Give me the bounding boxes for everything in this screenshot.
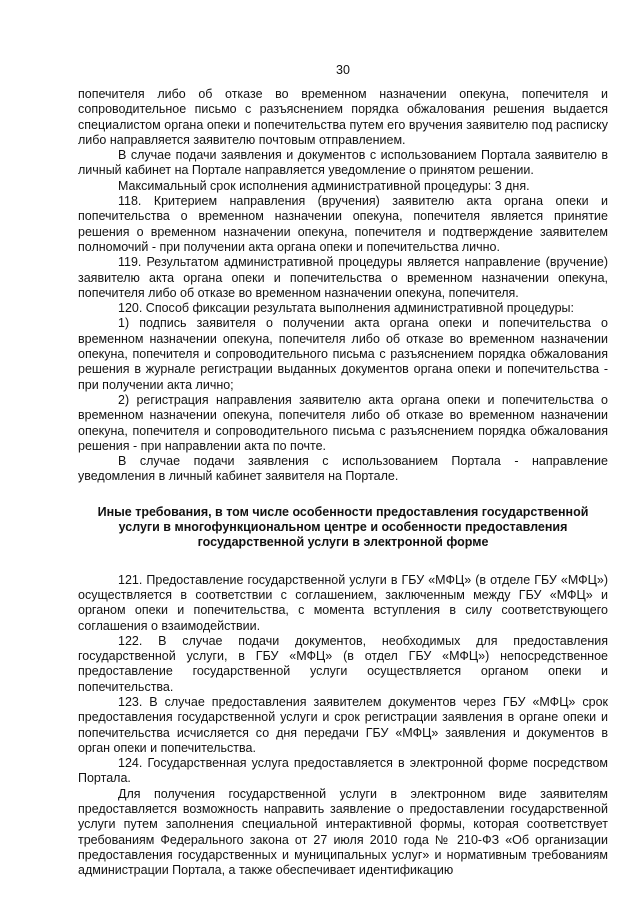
paragraph-118: 118. Критерием направления (вручения) заявителю акта органа опеки и попечительства о временном назначении опекуна, попечителя является принятие решения о временном назначении опекуна, попечителя и подтверждение заявителем полномочий - при получении акта органа опеки и попечительства лично. xyxy=(78,194,608,254)
paragraph-121: 121. Предоставление государственной услуги в ГБУ «МФЦ» (в отделе ГБУ «МФЦ») осуществляется в соответствии с соглашением, заключенным между ГБУ «МФЦ» и органом опеки и попечительства, с момента вступления в силу соответствующего соглашения о взаимодействии. xyxy=(78,572,608,633)
paragraph-122: 122. В случае подачи документов, необходимых для предоставления государственной услуги, в ГБУ «МФЦ» (в отдел ГБУ «МФЦ») непосредственное предоставление государственной услуги осуществляется органом опеки и попечительства. xyxy=(78,633,608,694)
paragraph-portal-direction: В случае подачи заявления с использованием Портала - направление уведомления в личный кабинет заявителя на Портале. xyxy=(78,454,608,484)
paragraph-124: 124. Государственная услуга предоставляется в электронной форме посредством Портала. xyxy=(78,756,608,786)
paragraph-120-item-1: 1) подпись заявителя о получении акта органа опеки и попечительства о временном назначении опекуна, попечителя либо об отказе во временном назначении опекуна, попечителя и сопроводительного письма с разъяснением порядка обжалования решения в журнале регистрации выданных документов органа опеки и попечительства - при получении акта лично; xyxy=(78,316,608,392)
page-number: 30 xyxy=(336,63,350,77)
paragraph-portal-notice: В случае подачи заявления и документов с использованием Портала заявителю в личный кабинет на Портале направляется уведомление о принятом решении. xyxy=(78,148,608,178)
section-heading: Иные требования, в том числе особенности предоставления государственной услуги в многофункциональном центре и особенности предоставления государственной услуги в электронной форме xyxy=(97,504,589,550)
paragraph-electronic-form: Для получения государственной услуги в электронном виде заявителям предоставляется возможность направить заявление о предоставлении государственной услуги путем заполнения специальной интерактивной формы, которая соответствует требованиям Федерального закона от 27 июля 2010 года № 210-ФЗ «Об организации предоставления государственных и муниципальных услуг» и нормативным требованиям администрации Портала, а также обеспечивает идентификацию xyxy=(78,786,608,878)
paragraph-123: 123. В случае предоставления заявителем документов через ГБУ «МФЦ» срок предоставления государственной услуги и срок регистрации заявления в органе опеки и попечительства исчисляется со дня передачи ГБУ «МФЦ» заявления и документов в орган опеки и попечительства. xyxy=(78,694,608,755)
paragraph-continuation: попечителя либо об отказе во временном назначении опекуна, попечителя и сопроводительное письмо с разъяснением порядка обжалования решения выдается специалистом органа опеки и попечительства путем его вручения заявителю под расписку либо направляется заявителю почтовым отправлением. xyxy=(78,87,608,147)
document-body xyxy=(78,87,608,879)
paragraph-max-term: Максимальный срок исполнения административной процедуры: 3 дня. xyxy=(118,178,530,193)
paragraph-120-item-2: 2) регистрация направления заявителю акта органа опеки и попечительства о временном назначении опекуна, попечителя либо об отказе во временном назначении опекуна, попечителя и сопроводительного письма с разъяснением порядка обжалования решения - при направлении акта по почте. xyxy=(78,392,608,453)
paragraph-120: 120. Способ фиксации результата выполнения административной процедуры: xyxy=(118,301,574,316)
paragraph-119: 119. Результатом административной процедуры является направление (вручение) заявителю акта органа опеки и попечительства о временном назначении опекуна, попечителя либо об отказе во временном назначении опекуна, попечителя. xyxy=(78,255,608,300)
